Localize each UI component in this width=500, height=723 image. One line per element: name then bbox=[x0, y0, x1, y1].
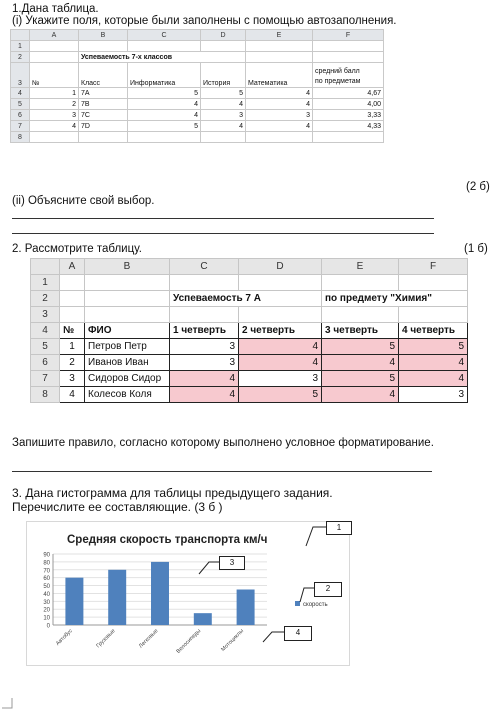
cell: 1 bbox=[60, 339, 85, 355]
col-header: D bbox=[239, 259, 322, 275]
y-tick-label: 0 bbox=[46, 623, 50, 630]
callout-pointer-1 bbox=[306, 527, 326, 546]
row-number: 3 bbox=[11, 63, 30, 88]
cell: 7А bbox=[79, 88, 128, 99]
row-number: 6 bbox=[11, 110, 30, 121]
cell: 4 bbox=[201, 99, 246, 110]
x-tick-label: Грузовые bbox=[95, 628, 117, 650]
legend-label: скорость bbox=[303, 602, 328, 608]
q3-line2: Перечислите ее составляющие. (3 б ) bbox=[12, 500, 223, 514]
row-number: 5 bbox=[11, 99, 30, 110]
cell-highlighted: 5 bbox=[322, 339, 399, 355]
callout-4: 4 bbox=[284, 626, 312, 641]
cell-highlighted: 5 bbox=[239, 387, 322, 403]
cell-highlighted: 4 bbox=[170, 371, 239, 387]
header-average-line1: средний балл bbox=[315, 68, 360, 75]
cell: 4 bbox=[60, 387, 85, 403]
q1-subquestion-i: (i) Укажите поля, которые были заполнены с помощью автозаполнения. bbox=[12, 15, 397, 27]
row-number: 8 bbox=[31, 387, 60, 403]
cell: 3 bbox=[246, 110, 313, 121]
col-header: F bbox=[313, 30, 384, 41]
header-cell: 3 четверть bbox=[322, 323, 399, 339]
header-cell: Информатика bbox=[128, 63, 201, 88]
col-header: A bbox=[60, 259, 85, 275]
cell-highlighted: 4 bbox=[322, 387, 399, 403]
cell: 4 bbox=[30, 121, 79, 132]
q1-points: (2 б) bbox=[466, 181, 490, 193]
cell: Иванов Иван bbox=[85, 355, 170, 371]
cell: 4,00 bbox=[313, 99, 384, 110]
header-cell: № bbox=[60, 323, 85, 339]
y-tick-label: 10 bbox=[43, 615, 50, 622]
q2-title: 2. Рассмотрите таблицу. bbox=[12, 243, 142, 255]
col-header: D bbox=[201, 30, 246, 41]
col-header: F bbox=[399, 259, 468, 275]
callout-3: 3 bbox=[219, 556, 245, 570]
cell: Колесов Коля bbox=[85, 387, 170, 403]
table-title-left: Успеваемость 7 А bbox=[170, 291, 322, 307]
callout-2: 2 bbox=[314, 582, 342, 597]
cell-highlighted: 4 bbox=[170, 387, 239, 403]
row-number: 7 bbox=[31, 371, 60, 387]
header-cell: 4 четверть bbox=[399, 323, 468, 339]
cell: 4 bbox=[246, 88, 313, 99]
y-tick-label: 90 bbox=[43, 552, 50, 559]
cell: 3 bbox=[201, 110, 246, 121]
row-number: 6 bbox=[31, 355, 60, 371]
cell: 7D bbox=[79, 121, 128, 132]
cell: 4 bbox=[201, 121, 246, 132]
header-cell: ФИО bbox=[85, 323, 170, 339]
table-title: Успеваемость 7-х классов bbox=[79, 52, 246, 63]
header-cell: 1 четверть bbox=[170, 323, 239, 339]
cell-highlighted: 4 bbox=[239, 355, 322, 371]
cell-highlighted: 4 bbox=[239, 339, 322, 355]
cell: 4,33 bbox=[313, 121, 384, 132]
y-tick-label: 30 bbox=[43, 599, 50, 606]
row-number: 1 bbox=[31, 275, 60, 291]
cell-highlighted: 4 bbox=[399, 355, 468, 371]
row-number: 3 bbox=[31, 307, 60, 323]
y-tick-label: 50 bbox=[43, 584, 50, 591]
callout-pointer-4 bbox=[263, 632, 284, 642]
cell-highlighted: 5 bbox=[399, 339, 468, 355]
cell: 5 bbox=[201, 88, 246, 99]
cell: 3 bbox=[239, 371, 322, 387]
cell: 5 bbox=[128, 88, 201, 99]
header-cell: 2 четверть bbox=[239, 323, 322, 339]
y-tick-label: 70 bbox=[43, 568, 50, 575]
x-tick-label: Велосипеды bbox=[175, 628, 203, 655]
cell: 2 bbox=[60, 355, 85, 371]
header-cell: № bbox=[30, 63, 79, 88]
col-header: C bbox=[170, 259, 239, 275]
x-tick-label: Легковые bbox=[138, 628, 160, 650]
cell: 4,67 bbox=[313, 88, 384, 99]
cell: 5 bbox=[128, 121, 201, 132]
cell: 4 bbox=[128, 110, 201, 121]
page-corner-mark bbox=[0, 696, 14, 723]
q2-points: (1 б) bbox=[464, 243, 488, 255]
cell: Сидоров Сидор bbox=[85, 371, 170, 387]
q1-title: 1.Дана таблица. bbox=[12, 3, 99, 15]
cell: 7С bbox=[79, 110, 128, 121]
col-header: B bbox=[79, 30, 128, 41]
col-header: E bbox=[246, 30, 313, 41]
col-header: B bbox=[85, 259, 170, 275]
row-number: 8 bbox=[11, 132, 30, 143]
cell: 3 bbox=[60, 371, 85, 387]
y-tick-label: 20 bbox=[43, 607, 50, 614]
col-header: C bbox=[128, 30, 201, 41]
x-tick-label: Автобус bbox=[55, 628, 74, 647]
header-cell: Класс bbox=[79, 63, 128, 88]
cell: 4 bbox=[246, 121, 313, 132]
cell: 3,33 bbox=[313, 110, 384, 121]
row-number: 1 bbox=[11, 41, 30, 52]
callout-pointer-3 bbox=[199, 562, 219, 574]
cell: 1 bbox=[30, 88, 79, 99]
cell: 3 bbox=[170, 355, 239, 371]
row-number: 4 bbox=[11, 88, 30, 99]
header-average-line2: по предметам bbox=[315, 78, 361, 85]
row-number: 5 bbox=[31, 339, 60, 355]
q2-instruction: Запишите правило, согласно которому выполнено условное форматирование. bbox=[12, 437, 434, 449]
cell: 7В bbox=[79, 99, 128, 110]
y-tick-label: 40 bbox=[43, 591, 50, 598]
header-cell: История bbox=[201, 63, 246, 88]
cell: 4 bbox=[128, 99, 201, 110]
x-tick-label: Мотоциклы bbox=[220, 628, 246, 653]
cell-highlighted: 4 bbox=[322, 355, 399, 371]
header-cell: Математика bbox=[246, 63, 313, 88]
q1-subquestion-ii: (ii) Объясните свой выбор. bbox=[12, 195, 155, 207]
callout-1: 1 bbox=[326, 521, 352, 535]
row-number: 2 bbox=[11, 52, 30, 63]
cell: 3 bbox=[399, 387, 468, 403]
table-title-right: по предмету "Химия" bbox=[322, 291, 468, 307]
row-number: 4 bbox=[31, 323, 60, 339]
cell-highlighted: 5 bbox=[322, 371, 399, 387]
cell: 4 bbox=[246, 99, 313, 110]
cell: Петров Петр bbox=[85, 339, 170, 355]
row-number: 7 bbox=[11, 121, 30, 132]
y-tick-label: 60 bbox=[43, 576, 50, 583]
row-number: 2 bbox=[31, 291, 60, 307]
y-tick-label: 80 bbox=[43, 560, 50, 567]
cell-highlighted: 4 bbox=[399, 371, 468, 387]
col-header: A bbox=[30, 30, 79, 41]
cell: 2 bbox=[30, 99, 79, 110]
q3-line1: 3. Дана гистограмма для таблицы предыдущего задания. bbox=[12, 486, 333, 500]
cell: 3 bbox=[170, 339, 239, 355]
cell: 3 bbox=[30, 110, 79, 121]
chart-title: Средняя скорость транспорта км/ч bbox=[67, 534, 268, 546]
col-header: E bbox=[322, 259, 399, 275]
callout-pointer-2 bbox=[300, 588, 314, 602]
